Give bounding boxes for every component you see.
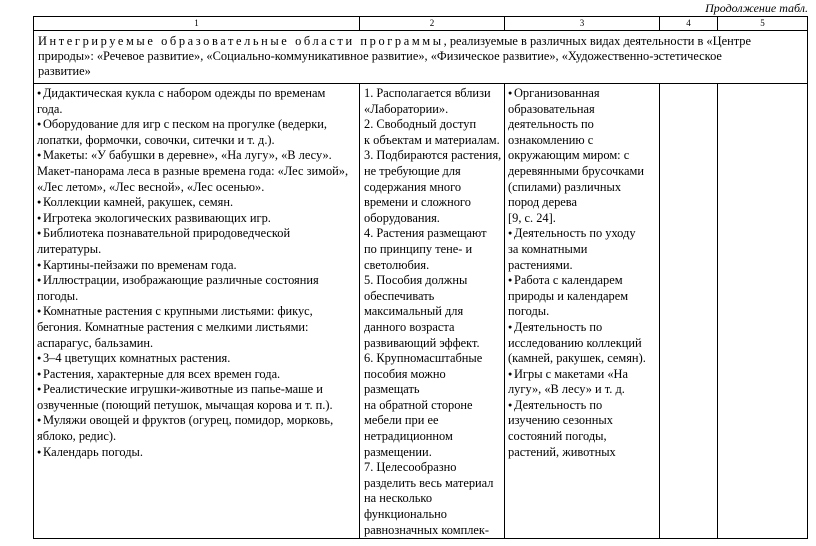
column-number: 3 xyxy=(505,17,660,31)
areas-text-line: развитие» xyxy=(38,64,91,78)
activity-line: (камней, ракушек, семян). xyxy=(508,351,646,366)
activity-line: природы и календарем xyxy=(508,288,629,303)
activity-line: ● Деятельность по уходу xyxy=(508,226,656,242)
equipment-line: ● Иллюстрации, изображающие различные состояния xyxy=(37,273,356,289)
placement-principles-cell xyxy=(360,84,505,539)
equipment-line: ● Дидактическая кукла с набором одежды по временам xyxy=(37,86,356,102)
equipment-line: ● Комнатные растения с крупными листьями: фикус, xyxy=(37,304,356,320)
equipment-line: литературы. xyxy=(37,241,102,256)
principle-line: 2. Свободный доступ xyxy=(364,117,477,132)
activity-line: [9, с. 24]. xyxy=(508,210,556,225)
activity-line: погоды. xyxy=(508,304,550,319)
equipment-line: ● Реалистические игрушки-животные из папье-маше и xyxy=(37,382,356,398)
principle-line: размещать xyxy=(364,382,420,397)
principle-line: мебели при ее xyxy=(364,413,439,428)
principle-line: развивающий эффект. xyxy=(364,335,480,350)
principle-line: не требующие для xyxy=(364,163,461,178)
equipment-line: Макет-панорама леса в разные времена года: «Лес зимой», xyxy=(37,163,349,178)
equipment-line: яблоко, редис). xyxy=(37,429,117,444)
principle-line: пособия можно xyxy=(364,366,446,381)
equipment-line: ● Муляжи овощей и фруктов (огурец, помидор, морковь, xyxy=(37,413,356,429)
activity-line: деревянными брусочками xyxy=(508,163,644,178)
equipment-line: ● Календарь погоды. xyxy=(37,445,356,461)
activity-line: за комнатными xyxy=(508,241,588,256)
activity-line: ● Работа с календарем xyxy=(508,273,656,289)
activity-line: ● Деятельность по xyxy=(508,398,656,414)
principle-line: 3. Подбираются растения, xyxy=(364,148,502,163)
principle-line: 6. Крупномасштабные xyxy=(364,351,483,366)
activity-line: окружающим миром: с xyxy=(508,148,630,163)
activity-line: деятельность по xyxy=(508,117,594,132)
equipment-line: аспарагус, бальзамин. xyxy=(37,335,154,350)
empty-cell-5 xyxy=(718,84,808,539)
activity-line: ● Организованная xyxy=(508,86,656,102)
equipment-line: ● Растения, характерные для всех времен года. xyxy=(37,367,356,383)
activity-line: исследованию коллекций xyxy=(508,335,642,350)
educational-areas-row xyxy=(34,31,808,84)
principle-line: содержания много xyxy=(364,179,462,194)
empty-cell-4 xyxy=(660,84,718,539)
content-row xyxy=(34,84,808,539)
principle-line: разделить весь материал xyxy=(364,475,494,490)
principle-line: функционально xyxy=(364,507,447,522)
principle-line: размещении. xyxy=(364,444,432,459)
areas-text-line: природы»: «Речевое развитие», «Социально-коммуникативное развитие», «Физическое развитие», «Художественно-эстетическое xyxy=(38,49,722,63)
principle-line: на обратной стороне xyxy=(364,397,473,412)
activity-line: пород дерева xyxy=(508,195,577,210)
activity-line: образовательная xyxy=(508,101,595,116)
activity-line: изучению сезонных xyxy=(508,413,613,428)
equipment-line: ● 3–4 цветущих комнатных растения. xyxy=(37,351,356,367)
column-number: 1 xyxy=(34,17,360,31)
principle-line: к объектам и материалам. xyxy=(364,132,500,147)
areas-spaced-text: Интегрируемые образовательные области программы xyxy=(38,34,444,48)
activity-line: лугу», «В лесу» и т. д. xyxy=(508,382,625,397)
column-number: 2 xyxy=(360,17,505,31)
equipment-line: озвученные (поющий петушок, мычащая корова и т. п.). xyxy=(37,397,333,412)
equipment-line: погоды. xyxy=(37,288,79,303)
column-number: 5 xyxy=(718,17,808,31)
principle-line: «Лаборатории». xyxy=(364,101,449,116)
table-caption: Продолжение табл. xyxy=(705,1,808,15)
equipment-list-cell xyxy=(34,84,360,539)
principle-line: нетрадиционном xyxy=(364,429,453,444)
equipment-line: года. xyxy=(37,101,63,116)
equipment-line: ● Библиотека познавательной природоведческой xyxy=(37,226,356,242)
principle-line: светолюбия. xyxy=(364,257,430,272)
equipment-line: лопатки, формочки, совочки, ситечки и т. д.). xyxy=(37,132,275,147)
activity-line: ● Игры с макетами «На xyxy=(508,367,656,383)
column-number-row xyxy=(34,17,808,31)
equipment-line: «Лес летом», «Лес весной», «Лес осенью». xyxy=(37,179,265,194)
principle-line: обеспечивать xyxy=(364,288,435,303)
content-table xyxy=(33,16,808,539)
activities-cell xyxy=(505,84,660,539)
equipment-line: ● Игротека экологических развивающих игр. xyxy=(37,211,356,227)
principle-line: оборудования. xyxy=(364,210,440,225)
principle-line: 1. Располагается вблизи xyxy=(364,86,491,100)
column-number: 4 xyxy=(660,17,718,31)
equipment-line: ● Оборудование для игр с песком на прогулке (ведерки, xyxy=(37,117,356,133)
activity-line: ● Деятельность по xyxy=(508,320,656,336)
equipment-line: ● Коллекции камней, ракушек, семян. xyxy=(37,195,356,211)
principle-line: на несколько xyxy=(364,491,433,506)
activity-line: (спилами) различных xyxy=(508,179,622,194)
activity-line: ознакомлению с xyxy=(508,132,594,147)
activity-line: растений, животных xyxy=(508,444,616,459)
areas-text-line: , реализуемые в различных видах деятельности в «Центре xyxy=(443,34,751,48)
equipment-line: бегония. Комнатные растения с мелкими листьями: xyxy=(37,319,309,334)
principle-line: времени и сложного xyxy=(364,195,471,210)
activity-line: состояний погоды, xyxy=(508,429,607,444)
equipment-line: ● Макеты: «У бабушки в деревне», «На лугу», «В лесу». xyxy=(37,148,356,164)
principle-line: по принципу тене- и xyxy=(364,241,473,256)
principle-line: данного возраста xyxy=(364,319,455,334)
principle-line: равнозначных комплек- xyxy=(364,522,490,537)
principle-line: максимальный для xyxy=(364,304,464,319)
principle-line: 7. Целесообразно xyxy=(364,460,457,475)
principle-line: 4. Растения размещают xyxy=(364,226,487,241)
principle-line: 5. Пособия должны xyxy=(364,273,468,288)
educational-areas-cell xyxy=(34,31,808,84)
activity-line: растениями. xyxy=(508,257,573,272)
equipment-line: ● Картины-пейзажи по временам года. xyxy=(37,258,356,274)
